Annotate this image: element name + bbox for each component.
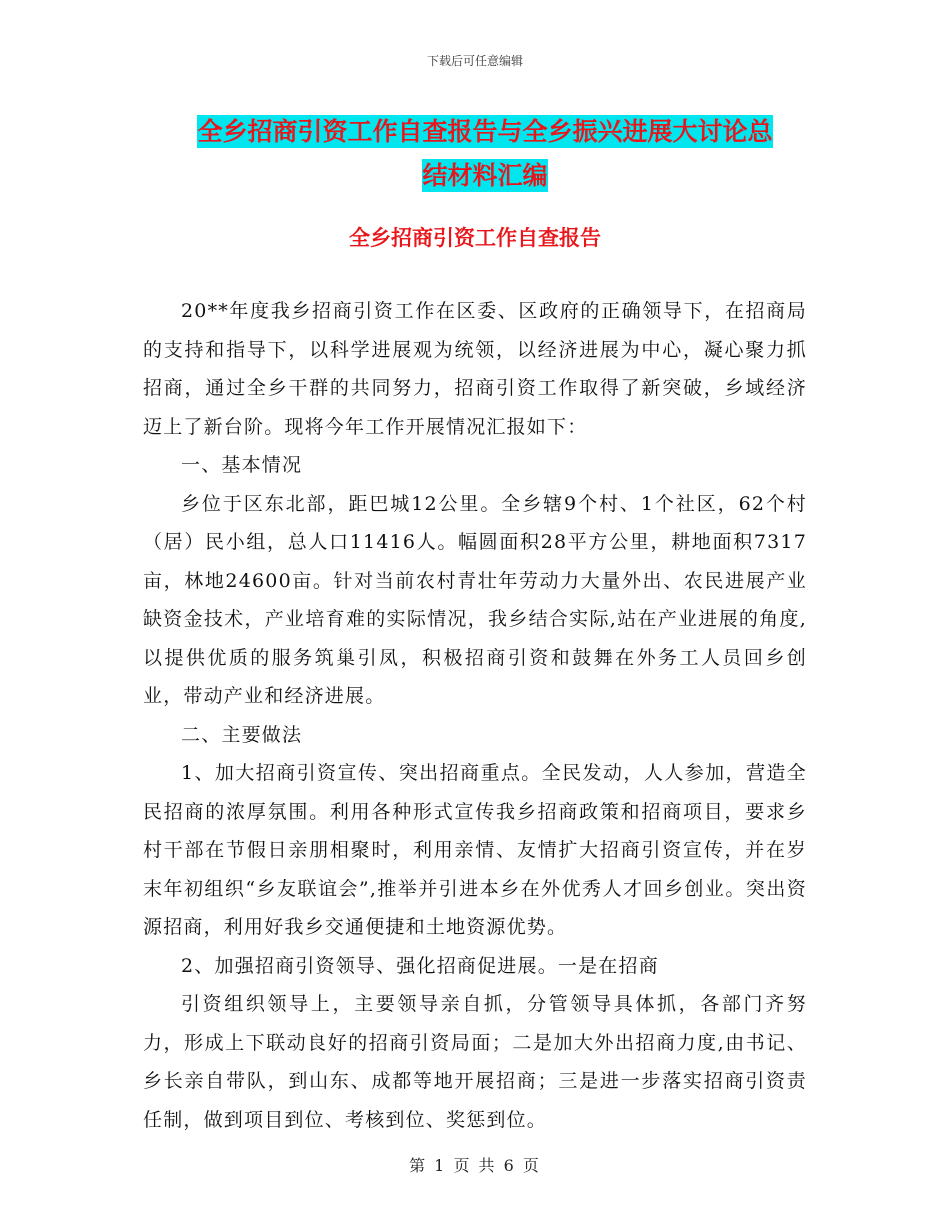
heading-main-practices: 二、主要做法 bbox=[181, 723, 303, 746]
page-header-note: 下载后可任意编辑 bbox=[426, 54, 523, 68]
page-number: 第 1 页 共 6 页 bbox=[409, 1156, 541, 1175]
paragraph-practice-2-heading: 2、加强招商引资领导、强化招商促进展。一是在招商 bbox=[181, 954, 659, 977]
paragraph-intro: 20**年度我乡招商引资工作在区委、区政府的正确领导下，在招商局的支持和指导下，以科学进展观为统领，以经济进展为中心，凝心聚力抓招商，通过全乡干群的共同努力，招商引资工作取得了新突破，乡域经济迈上了新台阶。现将今年工作开展情况汇报如下： bbox=[143, 300, 807, 438]
section-title: 全乡招商引资工作自查报告 bbox=[349, 226, 601, 250]
paragraph-practice-1: 1、加大招商引资宣传、突出招商重点。全民发动，人人参加，营造全民招商的浓厚氛围。利用各种形式宣传我乡招商政策和招商项目，要求乡村干部在节假日亲朋相聚时，利用亲情、友情扩大招商引资宣传，并在岁末年初组织“乡友联谊会”,推举并引进本乡在外优秀人才回乡创业。突出资源招商，利用好我乡交通便捷和土地资源优势。 bbox=[143, 762, 807, 938]
document-title bbox=[140, 110, 830, 198]
document-title-line-2: 结材料汇编 bbox=[422, 161, 548, 190]
paragraph-basic-situation: 乡位于区东北部，距巴城12公里。全乡辖9个村、1个社区，62个村（居）民小组，总人口11416人。幅圆面积28平方公里，耕地面积7317亩，林地24600亩。针对当前农村青壮年劳动力大量外出、农民进展产业缺资金技术，产业培育难的实际情况，我乡结合实际,站在产业进展的角度,以提供优质的服务筑巢引凤，积极招商引资和鼓舞在外务工人员回乡创业，带动产业和经济进展。 bbox=[143, 492, 807, 707]
document-title-line-1: 全乡招商引资工作自查报告与全乡振兴进展大讨论总 bbox=[197, 117, 773, 146]
heading-basic-situation: 一、基本情况 bbox=[181, 454, 303, 476]
document-body bbox=[143, 292, 807, 1139]
paragraph-practice-2-body: 引资组织领导上，主要领导亲自抓，分管领导具体抓，各部门齐努力，形成上下联动良好的招商引资局面；二是加大外出招商力度,由书记、乡长亲自带队，到山东、成都等地开展招商；三是进一步落实招商引资责任制，做到项目到位、考核到位、奖惩到位。 bbox=[143, 993, 807, 1131]
